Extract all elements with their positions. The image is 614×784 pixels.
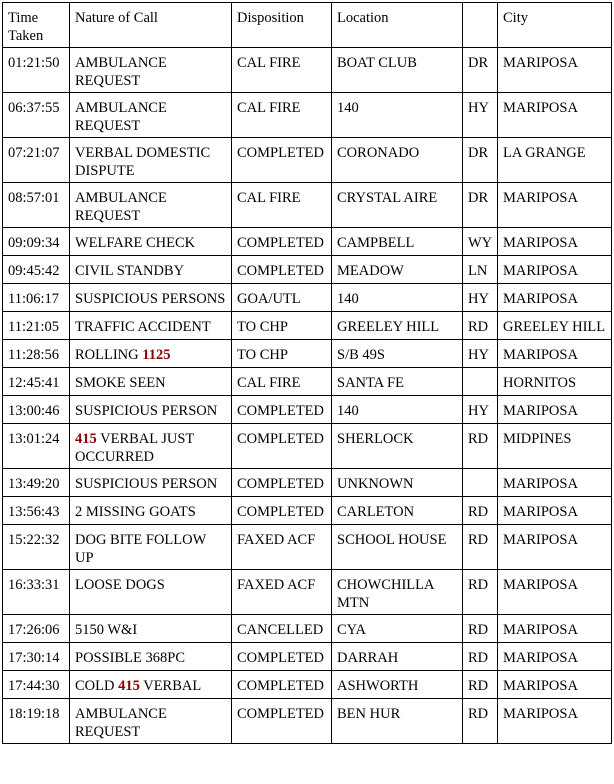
nature-text: SUSPICIOUS PERSON (75, 403, 218, 419)
cell-nature-of-call (70, 671, 232, 699)
cell-location: UNKNOWN (332, 469, 463, 497)
cell-city: MARIPOSA (498, 396, 612, 424)
cell-location: MEADOW (332, 256, 463, 284)
cell-street-suffix: RD (463, 570, 498, 615)
cell-street-suffix: RD (463, 615, 498, 643)
cell-city: LA GRANGE (498, 138, 612, 183)
cell-city: MARIPOSA (498, 671, 612, 699)
cell-disposition: COMPLETED (232, 469, 332, 497)
cell-location: CARLETON (332, 497, 463, 525)
nature-text: ROLLING (75, 347, 143, 363)
penal-code-highlight: 1125 (142, 347, 171, 363)
cell-disposition: COMPLETED (232, 138, 332, 183)
cell-time-taken: 13:49:20 (3, 469, 70, 497)
table-row (3, 497, 612, 525)
nature-text: VERBAL DOMESTIC DISPUTE (75, 145, 211, 179)
cell-time-taken: 07:21:07 (3, 138, 70, 183)
cell-city: MARIPOSA (498, 643, 612, 671)
cell-nature-of-call (70, 183, 232, 228)
cell-time-taken: 11:21:05 (3, 312, 70, 340)
cell-time-taken: 11:06:17 (3, 284, 70, 312)
cell-nature-of-call (70, 699, 232, 744)
cell-location: SCHOOL HOUSE (332, 525, 463, 570)
nature-text: LOOSE DOGS (75, 577, 165, 593)
cell-time-taken: 09:09:34 (3, 228, 70, 256)
cell-city: MARIPOSA (498, 525, 612, 570)
cell-city: MARIPOSA (498, 615, 612, 643)
nature-text: 5150 W&I (75, 622, 138, 638)
cell-location: BEN HUR (332, 699, 463, 744)
cell-city: MARIPOSA (498, 284, 612, 312)
cell-nature-of-call (70, 340, 232, 368)
cell-disposition: GOA/UTL (232, 284, 332, 312)
cell-city: HORNITOS (498, 368, 612, 396)
cell-time-taken: 17:26:06 (3, 615, 70, 643)
cell-time-taken: 12:45:41 (3, 368, 70, 396)
nature-text: POSSIBLE 368PC (75, 650, 185, 666)
penal-code-highlight: 415 (75, 431, 97, 447)
table-row (3, 256, 612, 284)
cell-city: MARIPOSA (498, 469, 612, 497)
header-street-suffix (463, 3, 498, 48)
cell-location: 140 (332, 284, 463, 312)
header-city: City (498, 3, 612, 48)
cell-location: CRYSTAL AIRE (332, 183, 463, 228)
cell-street-suffix: RD (463, 699, 498, 744)
cell-street-suffix: HY (463, 396, 498, 424)
cell-street-suffix: HY (463, 284, 498, 312)
cell-time-taken: 11:28:56 (3, 340, 70, 368)
cell-street-suffix: RD (463, 312, 498, 340)
cell-street-suffix: RD (463, 643, 498, 671)
nature-text: TRAFFIC ACCIDENT (75, 319, 211, 335)
cell-nature-of-call (70, 284, 232, 312)
table-row (3, 93, 612, 138)
cell-location: SHERLOCK (332, 424, 463, 469)
nature-text: VERBAL JUST OCCURRED (75, 431, 194, 465)
nature-text: COLD (75, 678, 119, 694)
cell-disposition: COMPLETED (232, 256, 332, 284)
cell-disposition: TO CHP (232, 340, 332, 368)
cell-city: MARIPOSA (498, 699, 612, 744)
cell-disposition: COMPLETED (232, 424, 332, 469)
cell-street-suffix: RD (463, 497, 498, 525)
cell-street-suffix: HY (463, 93, 498, 138)
cell-time-taken: 13:00:46 (3, 396, 70, 424)
table-row (3, 615, 612, 643)
cell-street-suffix: RD (463, 671, 498, 699)
cell-city: MIDPINES (498, 424, 612, 469)
cell-city: MARIPOSA (498, 570, 612, 615)
table-row (3, 396, 612, 424)
nature-text: AMBULANCE REQUEST (75, 55, 167, 89)
cell-street-suffix: LN (463, 256, 498, 284)
nature-text: VERBAL (139, 678, 202, 694)
cell-nature-of-call (70, 570, 232, 615)
cell-city: MARIPOSA (498, 48, 612, 93)
call-log-table (2, 2, 612, 744)
header-row (3, 3, 612, 48)
cell-city: MARIPOSA (498, 497, 612, 525)
cell-location: CORONADO (332, 138, 463, 183)
cell-time-taken: 13:56:43 (3, 497, 70, 525)
table-row (3, 183, 612, 228)
header-time-taken: Time Taken (3, 3, 70, 48)
cell-disposition: CANCELLED (232, 615, 332, 643)
cell-disposition: FAXED ACF (232, 570, 332, 615)
cell-location: DARRAH (332, 643, 463, 671)
cell-street-suffix: RD (463, 525, 498, 570)
cell-location: 140 (332, 396, 463, 424)
cell-disposition: COMPLETED (232, 396, 332, 424)
cell-location: CAMPBELL (332, 228, 463, 256)
header-nature-of-call: Nature of Call (70, 3, 232, 48)
cell-disposition: COMPLETED (232, 699, 332, 744)
cell-disposition: CAL FIRE (232, 368, 332, 396)
cell-city: MARIPOSA (498, 228, 612, 256)
table-row (3, 138, 612, 183)
cell-street-suffix (463, 368, 498, 396)
cell-city: GREELEY HILL (498, 312, 612, 340)
cell-time-taken: 09:45:42 (3, 256, 70, 284)
table-row (3, 699, 612, 744)
cell-time-taken: 18:19:18 (3, 699, 70, 744)
nature-text: CIVIL STANDBY (75, 263, 185, 279)
table-row (3, 312, 612, 340)
table-row (3, 643, 612, 671)
cell-nature-of-call (70, 228, 232, 256)
cell-nature-of-call (70, 424, 232, 469)
cell-city: MARIPOSA (498, 183, 612, 228)
cell-nature-of-call (70, 93, 232, 138)
cell-nature-of-call (70, 312, 232, 340)
nature-text: AMBULANCE REQUEST (75, 706, 167, 740)
cell-street-suffix: DR (463, 138, 498, 183)
cell-street-suffix: RD (463, 424, 498, 469)
cell-nature-of-call (70, 396, 232, 424)
cell-street-suffix: DR (463, 183, 498, 228)
table-row (3, 671, 612, 699)
nature-text: WELFARE CHECK (75, 235, 196, 251)
cell-time-taken: 16:33:31 (3, 570, 70, 615)
cell-disposition: COMPLETED (232, 497, 332, 525)
cell-street-suffix (463, 469, 498, 497)
header-location: Location (332, 3, 463, 48)
cell-disposition: CAL FIRE (232, 48, 332, 93)
cell-city: MARIPOSA (498, 93, 612, 138)
table-row (3, 570, 612, 615)
cell-disposition: FAXED ACF (232, 525, 332, 570)
penal-code-highlight: 415 (118, 678, 140, 694)
table-row (3, 340, 612, 368)
cell-location: BOAT CLUB (332, 48, 463, 93)
table-row (3, 469, 612, 497)
nature-text: SUSPICIOUS PERSONS (75, 291, 226, 307)
cell-time-taken: 17:30:14 (3, 643, 70, 671)
cell-time-taken: 13:01:24 (3, 424, 70, 469)
nature-text: DOG BITE FOLLOW UP (75, 532, 207, 566)
cell-disposition: CAL FIRE (232, 93, 332, 138)
cell-city: MARIPOSA (498, 340, 612, 368)
table-row (3, 424, 612, 469)
cell-location: ASHWORTH (332, 671, 463, 699)
cell-nature-of-call (70, 615, 232, 643)
header-disposition: Disposition (232, 3, 332, 48)
nature-text: SUSPICIOUS PERSON (75, 476, 218, 492)
nature-text: SMOKE SEEN (75, 375, 166, 391)
cell-nature-of-call (70, 525, 232, 570)
table-row (3, 284, 612, 312)
cell-disposition: COMPLETED (232, 228, 332, 256)
cell-nature-of-call (70, 138, 232, 183)
cell-disposition: TO CHP (232, 312, 332, 340)
cell-location: 140 (332, 93, 463, 138)
nature-text: 2 MISSING GOATS (75, 504, 196, 520)
cell-time-taken: 15:22:32 (3, 525, 70, 570)
nature-text: AMBULANCE REQUEST (75, 100, 167, 134)
cell-disposition: COMPLETED (232, 671, 332, 699)
cell-nature-of-call (70, 497, 232, 525)
cell-location: S/B 49S (332, 340, 463, 368)
cell-city: MARIPOSA (498, 256, 612, 284)
cell-time-taken: 17:44:30 (3, 671, 70, 699)
table-row (3, 228, 612, 256)
cell-nature-of-call (70, 48, 232, 93)
table-row (3, 525, 612, 570)
cell-nature-of-call (70, 643, 232, 671)
table-row (3, 368, 612, 396)
call-log-body (3, 48, 612, 744)
cell-street-suffix: DR (463, 48, 498, 93)
cell-street-suffix: WY (463, 228, 498, 256)
nature-text: AMBULANCE REQUEST (75, 190, 167, 224)
table-row (3, 48, 612, 93)
cell-disposition: CAL FIRE (232, 183, 332, 228)
cell-time-taken: 01:21:50 (3, 48, 70, 93)
cell-nature-of-call (70, 256, 232, 284)
cell-location: GREELEY HILL (332, 312, 463, 340)
cell-time-taken: 08:57:01 (3, 183, 70, 228)
cell-location: CYA (332, 615, 463, 643)
cell-time-taken: 06:37:55 (3, 93, 70, 138)
cell-street-suffix: HY (463, 340, 498, 368)
cell-location: SANTA FE (332, 368, 463, 396)
cell-nature-of-call (70, 368, 232, 396)
cell-location: CHOWCHILLA MTN (332, 570, 463, 615)
cell-nature-of-call (70, 469, 232, 497)
cell-disposition: COMPLETED (232, 643, 332, 671)
